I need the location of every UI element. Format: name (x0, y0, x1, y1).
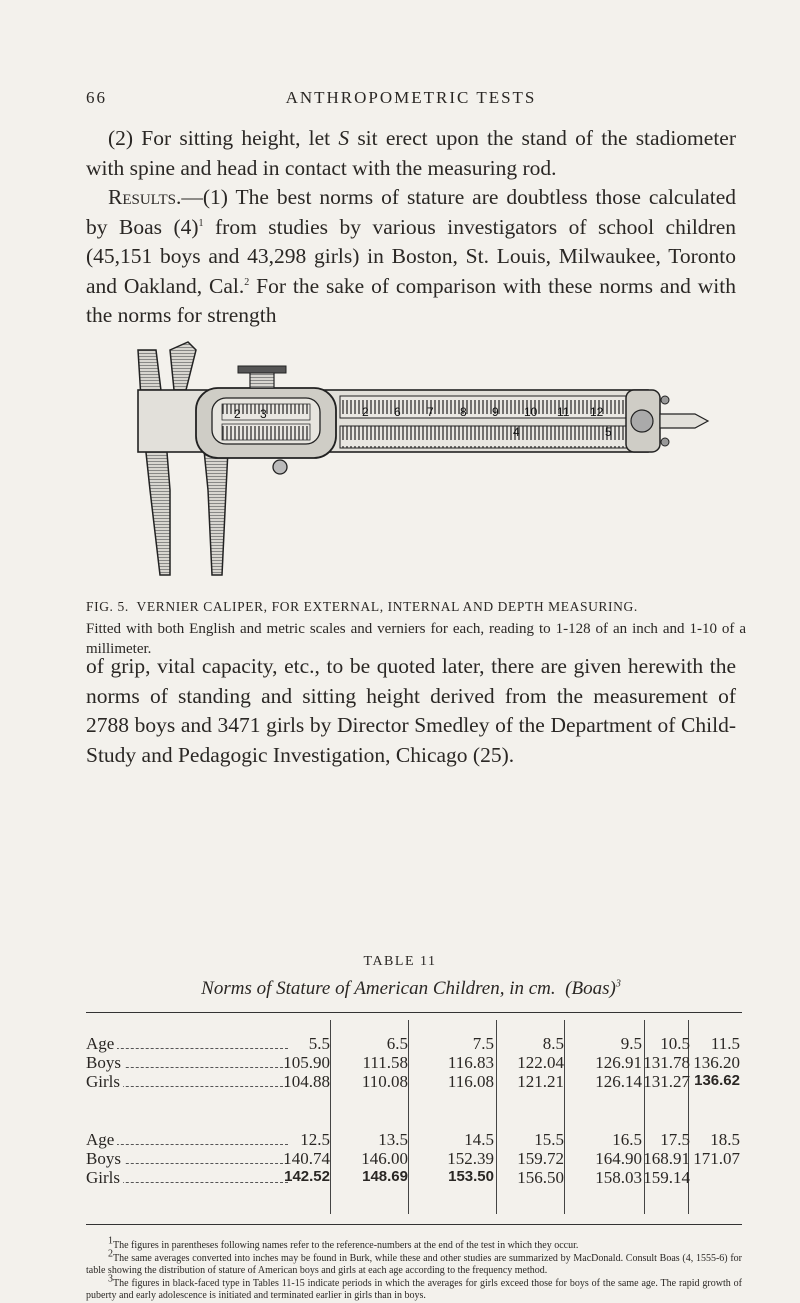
boys-cell: 171.07 (693, 1149, 740, 1168)
girls-cell-bold: 148.69 (362, 1168, 408, 1185)
girls-cell-bold: 142.52 (284, 1168, 330, 1185)
footnote-2 (86, 1248, 742, 1278)
footnote-3 (86, 1273, 742, 1303)
row-label (86, 1053, 292, 1073)
footnotes (86, 1235, 742, 1303)
table-bottom-rule (86, 1224, 742, 1225)
age-cell: 12.5 (300, 1130, 330, 1149)
scale-number: 2 (362, 405, 369, 419)
footnote-ref-1: 1 (198, 217, 204, 229)
girls-cell: 156.50 (517, 1168, 564, 1187)
paragraph-norms: of grip, vital capacity, etc., to be quoted later, there are given herewith the norms of standing and sitting height derived from the measurement of 2788 boys and 3471 girls by Director Smedley of the Department of Child-Study and Pedagogic Investigation, Chicago (25). (86, 654, 736, 767)
age-cell: 9.5 (620, 1034, 642, 1053)
footnote-mark: 2 (108, 1248, 113, 1260)
vernier-number: 2 (234, 407, 241, 421)
footnote-text: The figures in black-faced type in Tables 11-15 indicate periods in which the averages for girls exceed those for boys of the same age. The rapid growth of puberty and early adolescence is initiated and terminated earlier in girls than in boys. (86, 1277, 742, 1301)
boys-cell: 105.90 (283, 1053, 330, 1072)
footnote-mark: 3 (108, 1273, 113, 1285)
table-row-boys-2 (86, 1149, 742, 1168)
age-cell: 18.5 (710, 1130, 740, 1149)
table-row-boys-1 (86, 1053, 742, 1072)
table-title (86, 978, 736, 1000)
table-row-girls-2 (86, 1168, 742, 1187)
boys-cell: 111.58 (362, 1053, 408, 1072)
boys-cell: 146.00 (361, 1149, 408, 1168)
boys-cell: 136.20 (693, 1053, 740, 1072)
para2-text3: For the sake of comparison with these norms and with the norms for strength (86, 273, 736, 327)
para1-variable: S (338, 126, 350, 150)
table-title-source: (Boas) (565, 978, 616, 999)
vernier-number: 5 (605, 425, 612, 439)
upper-text (86, 124, 736, 331)
table-title-main: Norms of Stature of American Children, in cm. (201, 978, 556, 999)
paragraph-results (86, 183, 736, 331)
girls-cell: 121.21 (517, 1072, 564, 1091)
girls-cell: 126.14 (595, 1072, 642, 1091)
table-label: TABLE 11 (363, 954, 437, 969)
scale-number: 9 (492, 405, 499, 419)
girls-cell: 158.03 (595, 1168, 642, 1187)
figure-title: VERNIER CALIPER, FOR EXTERNAL, INTERNAL AND DEPTH MEASURING. (136, 599, 638, 614)
row-label (86, 1072, 292, 1092)
vernier-caliper-illustration (130, 340, 710, 590)
para2-text2: from studies by various investigators of school children (45,151 boys and 43,298 girls) in Boston, St. Louis, Milwaukee, Toronto and Oakland, Cal. (86, 214, 736, 298)
footnote-ref-2: 2 (244, 276, 250, 288)
row-label (86, 1130, 292, 1150)
boys-cell: 122.04 (517, 1053, 564, 1072)
row-label-text: Boys (86, 1149, 124, 1168)
scale-number: 11 (557, 405, 570, 419)
footnote-text: The same averages converted into inches may be found in Burk, while these and other studies are summarized by MacDonald. Consult Boas (4, 1555-6) for table showing the distribution of stature of American boys and girls at each age according to the frequency method. (86, 1252, 742, 1276)
footnote-text: The figures in parentheses following names refer to the reference-numbers at the end of the test in which they occur. (113, 1240, 579, 1251)
scale-number: 6 (394, 405, 401, 419)
row-label-text: Girls (86, 1072, 123, 1091)
age-cell: 11.5 (710, 1034, 740, 1053)
caption-title (86, 596, 746, 617)
table-row-age-2 (86, 1130, 742, 1149)
figure-caption (86, 596, 746, 659)
age-cell: 6.5 (386, 1034, 408, 1053)
age-cell: 5.5 (308, 1034, 330, 1053)
stature-table (86, 1012, 742, 1226)
table-row-age-1 (86, 1034, 742, 1053)
footnote-mark: 1 (108, 1235, 113, 1247)
para1-lead: (2) For sitting height, let (108, 126, 339, 150)
scale-number: 8 (460, 405, 467, 419)
vernier-number: 3 (260, 407, 267, 421)
paragraph-sitting-height (86, 124, 736, 183)
figure-label: FIG. 5. (86, 599, 129, 614)
age-cell: 8.5 (542, 1034, 564, 1053)
girls-cell: 131.27 (643, 1072, 690, 1091)
girls-cell-bold: 136.62 (694, 1072, 740, 1089)
girls-cell-bold: 153.50 (448, 1168, 494, 1185)
girls-cell: 110.08 (361, 1072, 408, 1091)
boys-cell: 164.90 (595, 1149, 642, 1168)
age-cell: 16.5 (612, 1130, 642, 1149)
para2-text1: —(1) The best norms of stature are doubtless those calculated by Boas (4) (86, 185, 736, 239)
age-cell: 17.5 (660, 1130, 690, 1149)
boys-cell: 168.91 (643, 1149, 690, 1168)
scale-number: 12 (590, 405, 604, 419)
vernier-number: 4 (513, 425, 520, 439)
vernier-caliper-figure (130, 340, 710, 590)
girls-cell: 104.88 (283, 1072, 330, 1091)
running-title: ANTHROPOMETRIC TESTS (285, 88, 537, 107)
middle-text (86, 652, 736, 770)
age-cell: 15.5 (534, 1130, 564, 1149)
boys-cell: 126.91 (595, 1053, 642, 1072)
age-cell: 14.5 (464, 1130, 494, 1149)
table-top-rule (86, 1012, 742, 1013)
boys-cell: 116.83 (447, 1053, 494, 1072)
row-label (86, 1034, 292, 1054)
boys-cell: 159.72 (517, 1149, 564, 1168)
girls-cell: 159.14 (643, 1168, 690, 1187)
page-number: 66 (86, 88, 107, 107)
para1-rest: sit erect upon the stand of the stadiometer with spine and head in contact with the measuring rod. (86, 126, 736, 180)
scale-number: 7 (427, 405, 434, 419)
scale-number: 10 (524, 405, 538, 419)
age-cell: 13.5 (378, 1130, 408, 1149)
row-label (86, 1149, 292, 1169)
row-label-text: Girls (86, 1168, 123, 1187)
boys-cell: 152.39 (447, 1149, 494, 1168)
running-head (86, 88, 736, 112)
age-cell: 10.5 (660, 1034, 690, 1053)
row-label-text: Boys (86, 1053, 124, 1072)
boys-cell: 140.74 (283, 1149, 330, 1168)
girls-cell: 116.08 (447, 1072, 494, 1091)
boys-cell: 131.78 (643, 1053, 690, 1072)
results-heading: Results. (108, 185, 182, 209)
table-row-girls-1 (86, 1072, 742, 1091)
age-cell: 7.5 (472, 1034, 494, 1053)
caption-text: Fitted with both English and metric scales and verniers for each, reading to 1-128 of an inch and 1-10 of a millimeter. (86, 621, 746, 657)
footnote-1 (86, 1235, 742, 1253)
footnote-ref-3: 3 (615, 978, 621, 990)
row-label-text: Age (86, 1130, 117, 1149)
row-label (86, 1168, 292, 1188)
row-label-text: Age (86, 1034, 117, 1053)
